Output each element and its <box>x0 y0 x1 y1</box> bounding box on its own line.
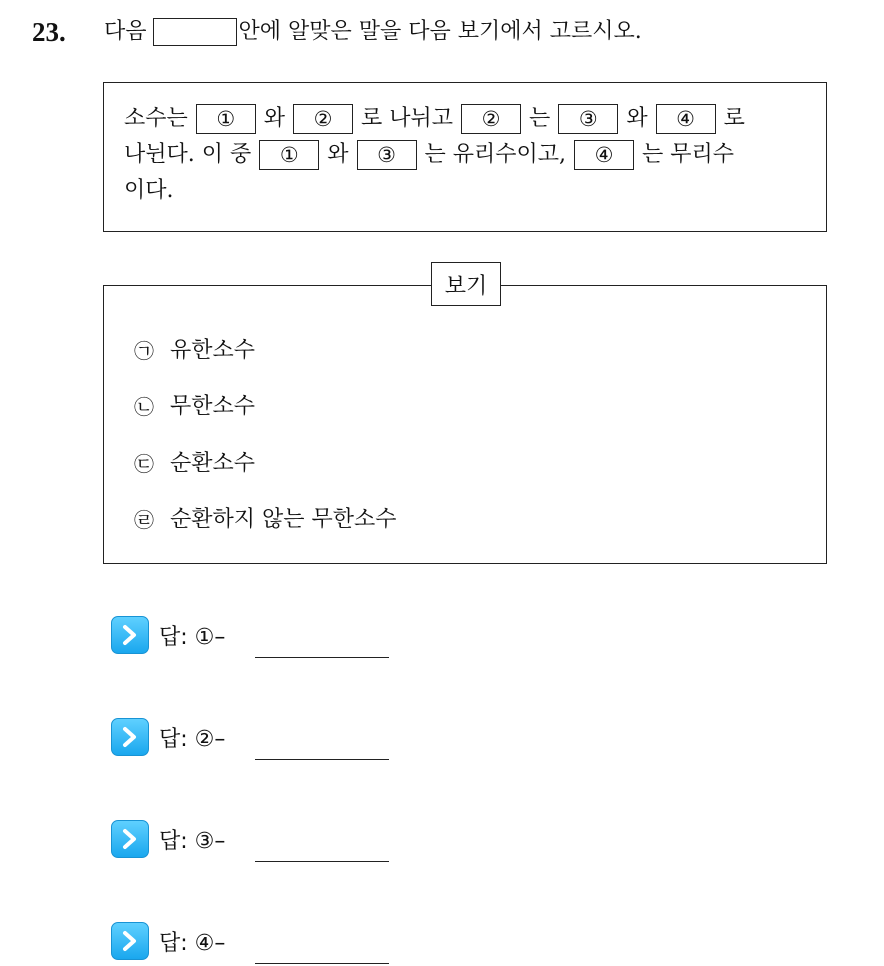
blank-label-box: ④ <box>656 104 716 134</box>
blank-label-box: ② <box>461 104 521 134</box>
answer-input-line[interactable] <box>255 759 389 760</box>
answer-label: 답: ②– <box>159 726 226 752</box>
answer-input-line[interactable] <box>255 963 389 964</box>
bogi-item-mark: ㉡ <box>134 395 154 419</box>
passage-text: 와 <box>327 142 349 167</box>
bogi-item <box>134 336 255 366</box>
passage-line-2 <box>124 137 806 173</box>
blank-label-box: ③ <box>357 140 417 170</box>
chevron-right-icon <box>111 922 149 960</box>
bogi-item-mark: ㉢ <box>134 452 154 476</box>
passage-text: 와 <box>263 106 286 131</box>
passage-text: 는 <box>529 106 551 131</box>
answer-row-3 <box>111 820 237 858</box>
answer-input-line[interactable] <box>255 657 389 658</box>
bogi-box <box>103 273 827 564</box>
bogi-item-text: 순환소수 <box>170 451 256 476</box>
answer-label: 답: ①– <box>159 624 226 650</box>
passage-text: 소수는 <box>124 106 188 131</box>
passage-text: 로 <box>723 106 745 131</box>
bogi-item-mark: ㉣ <box>134 508 154 532</box>
bogi-item-mark: ㉠ <box>134 339 154 363</box>
bogi-item <box>134 449 255 479</box>
answer-label: 답: ④– <box>159 930 226 956</box>
passage-text: 나뉜다. 이 중 <box>124 142 252 167</box>
answer-input-line[interactable] <box>255 861 389 862</box>
blank-label-box: ② <box>293 104 353 134</box>
blank-label-box: ④ <box>574 140 634 170</box>
passage-text: 는 유리수이고, <box>424 142 567 167</box>
prompt-after: 안에 알맞은 말을 다음 보기에서 고르시오. <box>238 19 642 44</box>
question-number: 23. <box>32 17 66 47</box>
passage-text: 는 무리수 <box>642 142 735 167</box>
chevron-right-icon <box>111 718 149 756</box>
answer-row-4 <box>111 922 237 960</box>
bogi-item-text: 순환하지 않는 무한소수 <box>170 507 397 532</box>
passage-line-1 <box>124 101 806 137</box>
answer-row-1 <box>111 616 237 654</box>
bogi-item <box>134 392 255 422</box>
prompt-before: 다음 <box>104 19 147 44</box>
blank-label-box: ③ <box>558 104 618 134</box>
passage-line-3 <box>124 173 806 209</box>
answer-label: 답: ③– <box>159 828 226 854</box>
passage-text: 와 <box>626 106 648 131</box>
answer-row-2 <box>111 718 237 756</box>
blank-label-box: ① <box>196 104 256 134</box>
question-prompt <box>104 14 642 50</box>
blank-label-box: ① <box>259 140 319 170</box>
passage-box <box>103 82 827 232</box>
bogi-item-text: 유한소수 <box>170 338 256 363</box>
bogi-item <box>134 505 397 535</box>
bogi-item-text: 무한소수 <box>170 394 256 419</box>
prompt-blank-box <box>153 18 237 46</box>
passage-text: 로 나뉘고 <box>361 106 454 131</box>
passage-text: 이다. <box>124 178 174 203</box>
chevron-right-icon <box>111 820 149 858</box>
chevron-right-icon <box>111 616 149 654</box>
bogi-title: 보기 <box>431 262 501 306</box>
